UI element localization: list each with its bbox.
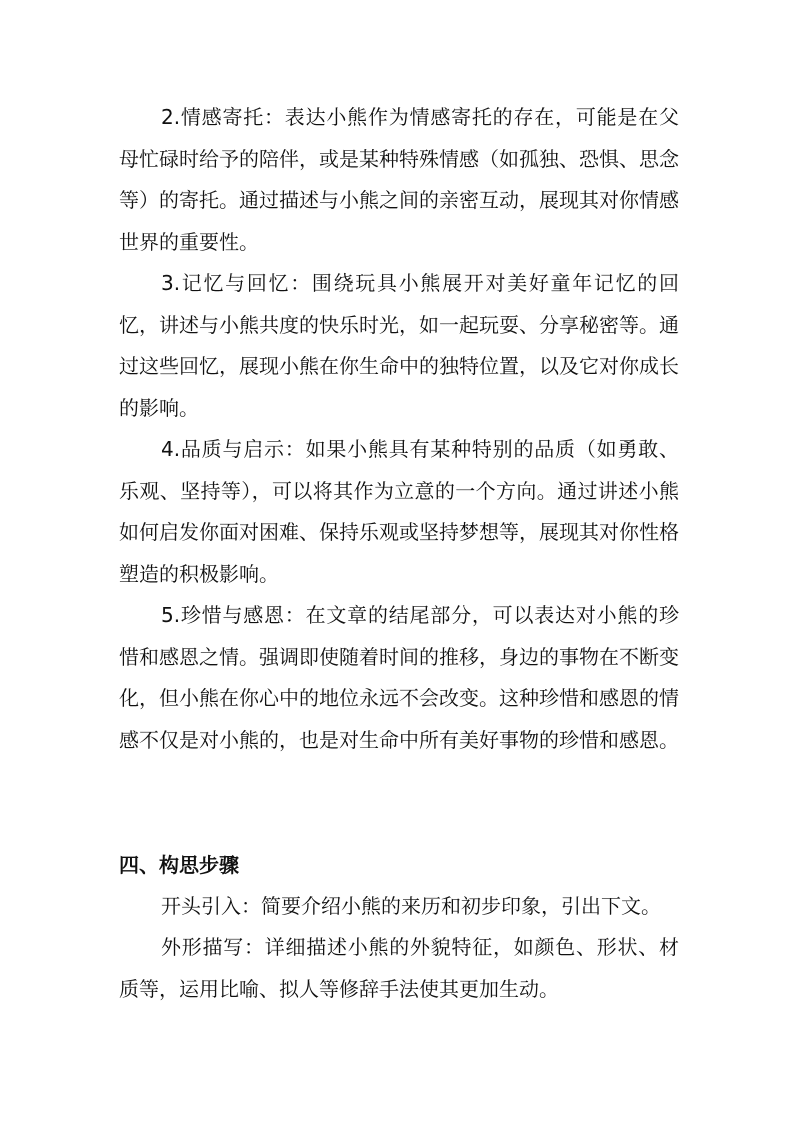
paragraph-step-opening: 开头引入：简要介绍小熊的来历和初步印象，引出下文。	[161, 894, 661, 918]
paragraph-memory-recollection: 3.记忆与回忆：围绕玩具小熊展开对美好童年记忆的回忆，讲述与小熊共度的快乐时光，如一起玩耍、分享秘密等。通过这些回忆，展现小熊在你生命中的独特位置，以及它对你成长的影响。	[119, 271, 679, 420]
paragraph-qualities-inspiration: 4.品质与启示：如果小熊具有某种特别的品质（如勇敢、乐观、坚持等），可以将其作为立意的一个方向。通过讲述小熊如何启发你面对困难、保持乐观或坚持梦想等，展现其对你性格塑造的积极影响。	[119, 437, 679, 586]
paragraph-cherish-gratitude: 5.珍惜与感恩：在文章的结尾部分，可以表达对小熊的珍惜和感恩之情。强调即使随着时间的推移，身边的事物在不断变化，但小熊在你心中的地位永远不会改变。这种珍惜和感恩的情感不仅是对小熊的，也是对生命中所有美好事物的珍惜和感恩。	[119, 603, 679, 752]
section-heading: 四、构思步骤	[119, 853, 239, 877]
paragraph-emotional-sustenance: 2.情感寄托：表达小熊作为情感寄托的存在，可能是在父母忙碌时给予的陪伴，或是某种特殊情感（如孤独、恐惧、思念等）的寄托。通过描述与小熊之间的亲密互动，展现其对你情感世界的重要性。	[119, 105, 679, 254]
paragraph-step-appearance: 外形描写：详细描述小熊的外貌特征，如颜色、形状、材质等，运用比喻、拟人等修辞手法使其更加生动。	[119, 935, 679, 1001]
